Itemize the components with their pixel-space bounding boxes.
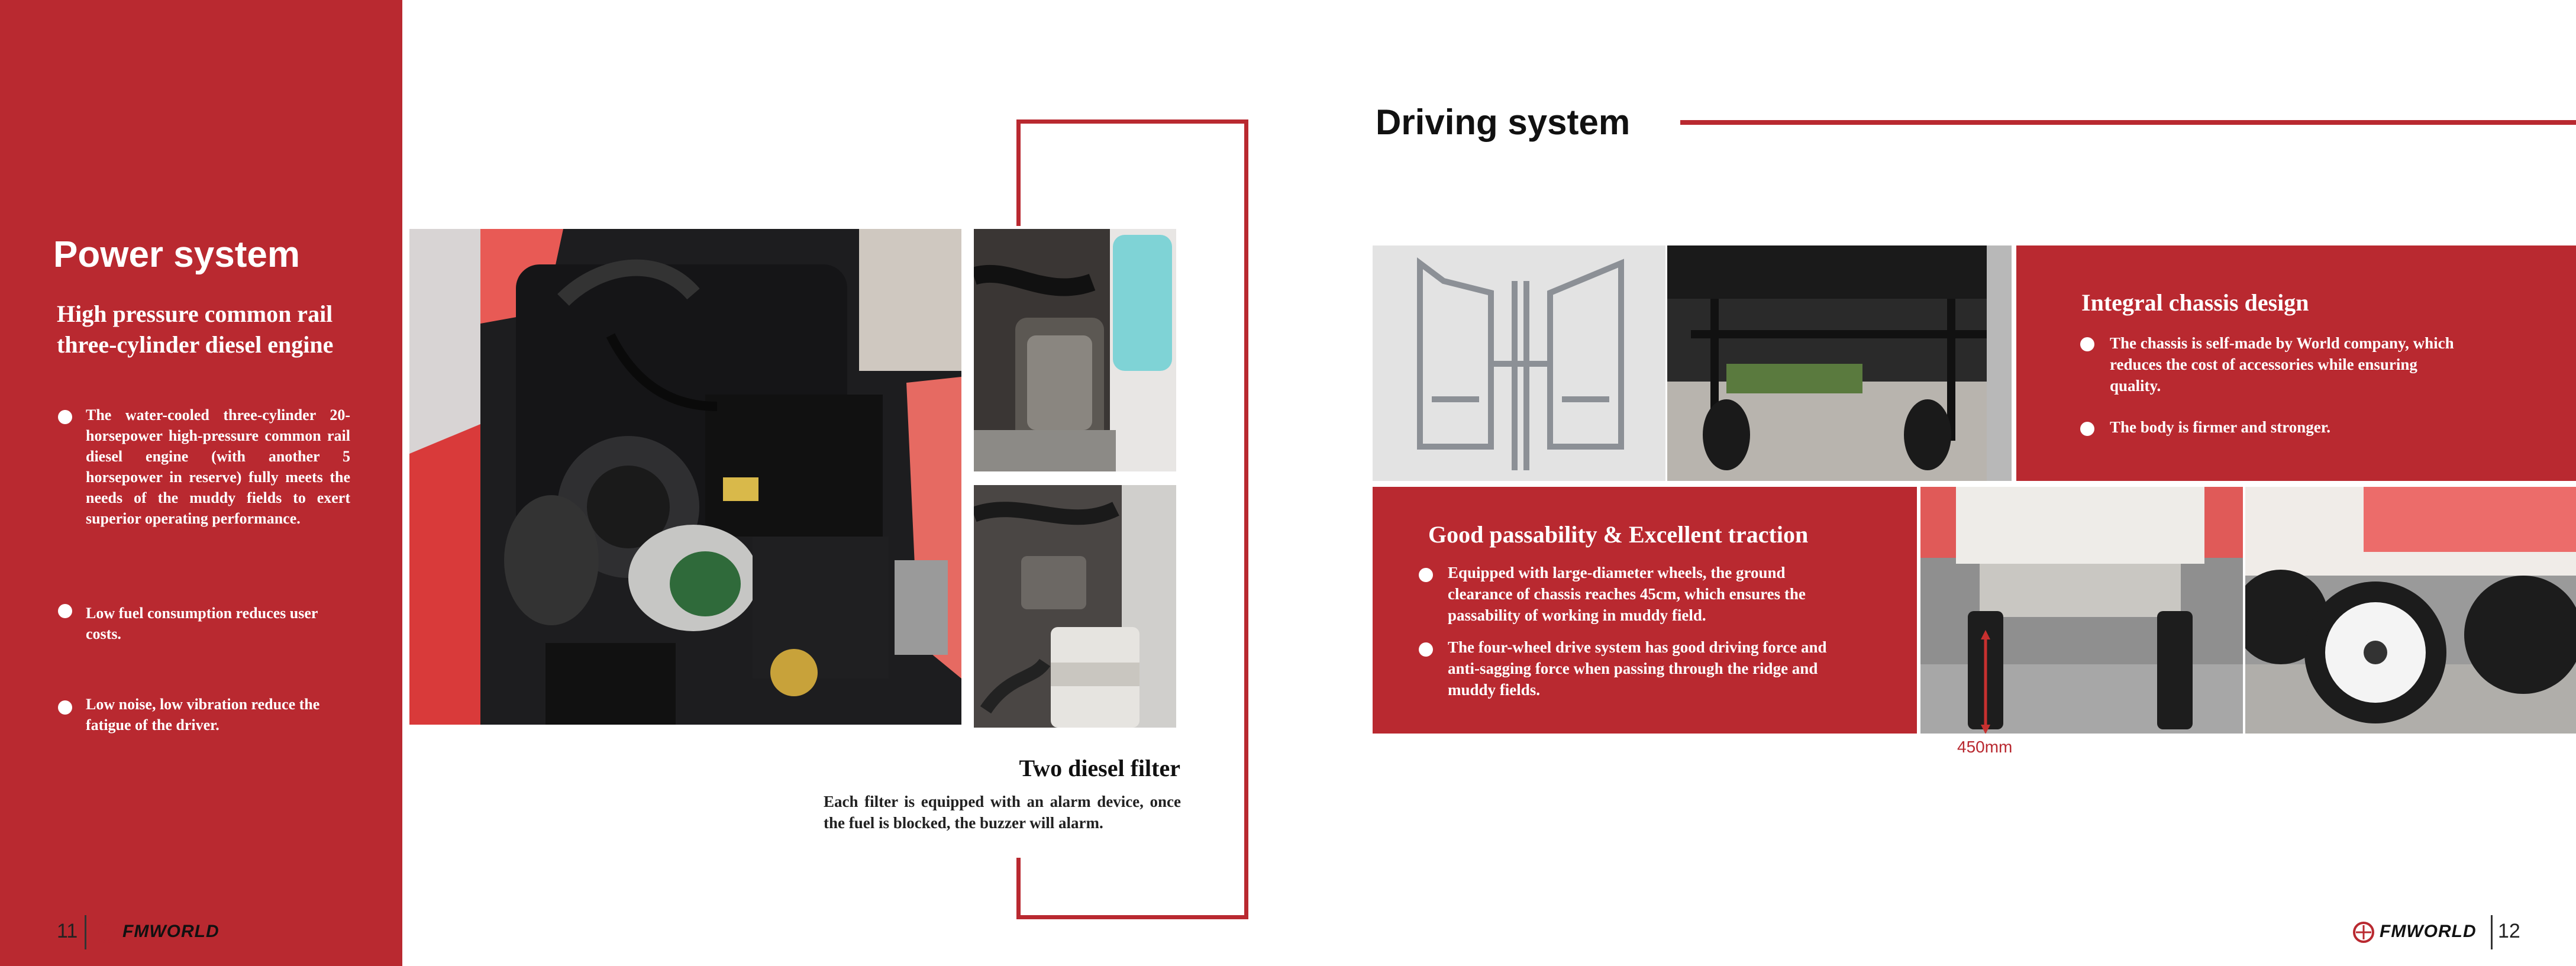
chassis-title: Integral chassis design: [2081, 289, 2309, 316]
sidebar-bullet-3: Low noise, low vibration reduce the fatigue of the driver.: [86, 696, 320, 734]
traction-bullet-2: The four-wheel drive system has good driving force and anti-sagging force when passing through the ridge and muddy fields.: [1448, 638, 1827, 699]
frame-top-edge: [1016, 119, 1248, 124]
engine-subtitle: High pressure common rail three-cylinder diesel engine: [57, 301, 334, 358]
front-wheels-photo: [1920, 487, 2243, 734]
frame-left-upper: [1016, 119, 1021, 226]
filter-section-title: Two diesel filter: [1019, 755, 1180, 781]
footer-divider: [2491, 915, 2493, 949]
engine-photo: [409, 229, 961, 725]
sidebar-bullet-1: The water-cooled three-cylinder 20-horsepower high-pressure common rail diesel engine (with another 5 horsepower in reserve) fully meets the needs of the muddy fields to exert superior operating performance.: [86, 406, 350, 527]
filter-photo-bottom: [974, 485, 1176, 728]
bullet-dot: [1419, 642, 1433, 657]
page-number-right: 12: [2498, 920, 2520, 942]
fmworld-logo-icon: [92, 920, 121, 944]
chassis-bullet-2: The body is firmer and stronger.: [2110, 418, 2331, 436]
chassis-bullet-1: The chassis is self-made by World company, which reduces the cost of accessories while ensuring quality.: [2110, 334, 2454, 395]
frame-bottom-edge: [1016, 915, 1248, 919]
title-rule: [1680, 120, 2576, 125]
fmworld-logo-icon: [2349, 920, 2378, 944]
frame-left-lower: [1016, 858, 1021, 919]
bullet-dot: [2080, 422, 2094, 436]
brand-logo-text: FMWORLD: [122, 922, 219, 941]
bullet-dot: [58, 604, 72, 618]
traction-title: Good passability & Excellent traction: [1428, 521, 1809, 548]
rear-wheel-photo: [2245, 487, 2576, 734]
page-number-left: 11: [57, 920, 78, 942]
clearance-label: 450mm: [1957, 738, 2013, 756]
chassis-frame-photo: [1373, 245, 1665, 481]
bullet-dot: [58, 410, 72, 424]
page-title-power-system: Power system: [53, 234, 300, 275]
sidebar-bullet-2: Low fuel consumption reduces user costs.: [86, 605, 318, 642]
bullet-dot: [1419, 568, 1433, 582]
page-title-driving-system: Driving system: [1376, 102, 1631, 142]
bullet-dot: [58, 700, 72, 715]
filter-section-text: Each filter is equipped with an alarm device, once the fuel is blocked, the buzzer will alarm.: [824, 793, 1181, 832]
bullet-dot: [2080, 337, 2094, 351]
brand-logo-text: FMWORLD: [2380, 922, 2477, 941]
frame-right-edge: [1244, 119, 1248, 919]
filter-photo-top: [974, 229, 1176, 471]
traction-bullet-1: Equipped with large-diameter wheels, the ground clearance of chassis reaches 45cm, which ensures the passability of working in muddy field.: [1448, 564, 1806, 624]
footer-divider: [85, 915, 86, 949]
chassis-underside-photo: [1667, 245, 2012, 481]
